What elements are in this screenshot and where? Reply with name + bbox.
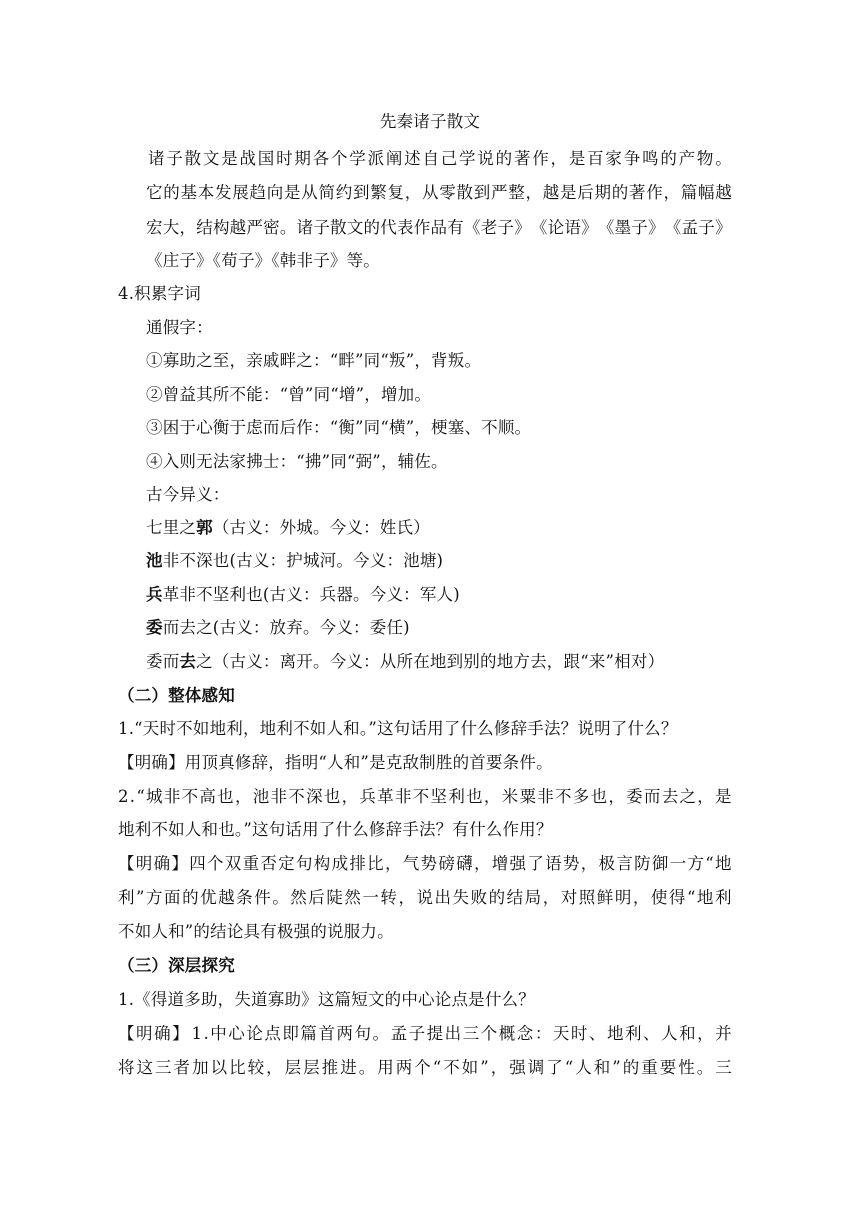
tongjia-item-1: ①寡助之至，亲戚畔之：“畔”同“叛”，背叛。 <box>146 351 482 370</box>
gujin-item-5-pre: 委而 <box>146 652 180 671</box>
overall-heading: （二）整体感知 <box>118 686 235 705</box>
intro-paragraph-line-1: 诸 子 散 文 是 战 国 时 期 各 个 学 派 阐 述 自 己 学 说 的 著 作 ， 是 百 家 争 鸣 的 产 物 。 <box>148 149 732 168</box>
gujin-item-2-post: 非不深也(古义：护城河。今义：池塘) <box>162 551 444 570</box>
intro-paragraph-line-2: 它 的 基 本 发 展 趋 向 是 从 简 约 到 繁 复 ， 从 零 散 到 严 整 ， 越 是 后 期 的 著 作 ， 篇 幅 越 <box>146 183 732 202</box>
gujin-item-1-keyword: 郭 <box>196 518 213 537</box>
gujin-label: 古今异义： <box>146 485 230 504</box>
intro-paragraph-line-3: 宏 大 ， 结 构 越 严 密 。 诸 子 散 文 的 代 表 作 品 有 《 老 子 》 《 论 语 》 《 墨 子 》 《 孟 子 》 <box>146 218 732 237</box>
deep-answer-1-line-2: 将 这 三 者 加 以 比 较 ， 层 层 推 进 。 用 两 个 “ 不 如 ” ， 强 调 了 “ 人 和 ” 的 重 要 性 。 三 <box>118 1058 732 1077</box>
overall-answer-2-line-1: 【 明 确 】 四 个 双 重 否 定 句 构 成 排 比 ， 气 势 磅 礴 ， 增 强 了 语 势 ， 极 言 防 御 一 方 “ 地 <box>118 854 732 873</box>
overall-question-2-line-2: 地利不如人和也。”这句话用了什么修辞手法？有什么作用？ <box>118 820 553 839</box>
vocab-heading: 4.积累字词 <box>118 284 201 303</box>
gujin-item-5-post: 之（古义：离开。今义：从所在地到别的地方去，跟“来”相对） <box>196 652 665 671</box>
deep-heading: （三）深层探究 <box>118 956 235 975</box>
gujin-item-5 <box>146 652 664 672</box>
gujin-item-1-pre: 七里之 <box>146 518 197 537</box>
tongjia-item-4: ④入则无法家拂士：“拂”同“弼”，辅佐。 <box>146 452 448 471</box>
gujin-item-4-post: 而去之(古义：放弃。今义：委任) <box>162 618 410 637</box>
tongjia-label: 通假字： <box>146 318 213 337</box>
gujin-item-3-post: 革非不坚利也(古义：兵器。今义：军人) <box>162 585 460 604</box>
overall-answer-2-line-2: 利 ” 方 面 的 优 越 条 件 。 然 后 陡 然 一 转 ， 说 出 失 败 的 结 局 ， 对 照 鲜 明 ， 使 得 “ 地 利 <box>118 888 732 907</box>
tongjia-item-3: ③困于心衡于虑而后作：“衡”同“横”，梗塞、不顺。 <box>146 418 532 437</box>
gujin-item-4 <box>146 618 410 638</box>
gujin-item-5-keyword: 去 <box>179 652 197 671</box>
gujin-item-1-post: （古义：外城。今义：姓氏） <box>212 518 430 537</box>
overall-question-1: 1.“天时不如地利，地利不如人和。”这句话用了什么修辞手法？说明了什么？ <box>118 719 678 738</box>
gujin-item-1 <box>146 518 430 538</box>
overall-answer-2-line-3: 不如人和”的结论具有极强的说服力。 <box>118 922 394 941</box>
gujin-item-3 <box>146 585 460 605</box>
gujin-item-3-keyword: 兵 <box>146 585 163 604</box>
overall-answer-1: 【明确】用顶真修辞，指明“人和”是克敌制胜的首要条件。 <box>118 753 553 772</box>
gujin-item-4-keyword: 委 <box>146 618 163 637</box>
gujin-item-2 <box>146 551 443 571</box>
intro-paragraph-line-4: 《庄子》《荀子》《韩非子》等。 <box>146 251 380 270</box>
tongjia-item-2: ②曾益其所不能：“曾”同“增”，增加。 <box>146 385 432 404</box>
deep-question-1: 1.《得道多助，失道寡助》这篇短文的中心论点是什么？ <box>118 990 535 1009</box>
deep-answer-1-line-1: 【 明 确 】 1 . 中 心 论 点 即 篇 首 两 句 。 孟 子 提 出 三 个 概 念 ： 天 时 、 地 利 、 人 和 ， 并 <box>118 1024 732 1043</box>
section-title: 先秦诸子散文 <box>379 112 481 131</box>
overall-question-2-line-1: 2 . “ 城 非 不 高 也 ， 池 非 不 深 也 ， 兵 革 非 不 坚 利 也 ， 米 粟 非 不 多 也 ， 委 而 去 之 ， 是 <box>118 787 732 806</box>
gujin-item-2-keyword: 池 <box>146 551 163 570</box>
